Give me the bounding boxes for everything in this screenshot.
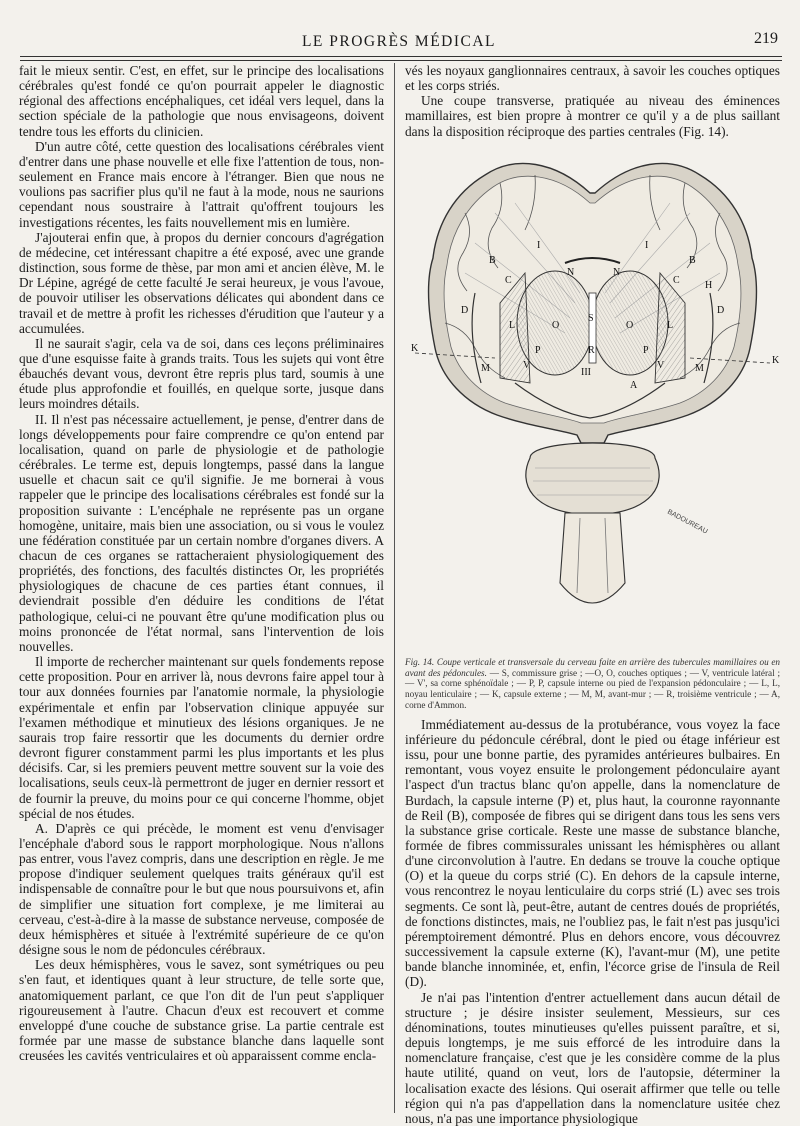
column-divider xyxy=(394,63,395,1113)
fig-label: N xyxy=(567,266,575,278)
fig-label: B xyxy=(489,254,496,266)
fig-label: I xyxy=(645,239,649,251)
header-rule xyxy=(20,56,782,57)
paragraph: fait le mieux sentir. C'est, en effet, sur le principe des localisations cérébrales qu'est fondé ce qu'on pourrait appeler le diagnostic régional des affections encéphaliques, cet idéal vers lequel, dans la section spéciale de la pathologie que nous envisageons, doivent tendre tous les efforts du clinicien. xyxy=(19,63,384,139)
left-column xyxy=(19,63,384,1113)
fig-label: M xyxy=(695,362,704,374)
fig-label: A xyxy=(630,379,638,391)
fig-label: P xyxy=(643,344,649,356)
header-rule-double xyxy=(20,60,782,61)
figure-caption xyxy=(405,657,780,711)
paragraph: Je n'ai pas l'intention d'entrer actuellement dans aucun détail de structure ; je désire insister seulement, Messieurs, sur ces dénominations, toutes minutieuses qu'elles puissent paraître, et si, depuis longtemps, je me suis efforcé de les introduire dans la nomenclature française, c'est que je les considère comme de la plus haute utilité, quand on veut, lors de l'autopsie, déterminer la localisation exacte des lésions. Qui oserait affirmer que telle ou telle région qui n'a pas d'appellation dans la nomenclature usitée chez nous, n'a pas une importance physiologique xyxy=(405,989,780,1126)
brain-section-figure xyxy=(405,153,780,653)
fig-label: R xyxy=(588,344,595,356)
fig-label: III xyxy=(581,366,591,378)
paragraph: Une coupe transverse, pratiquée au niveau des éminences mamillaires, est bien propre à montrer ce qu'il y a de plus saillant dans la disposition réciproque des parties centrales (Fig. 14). xyxy=(405,93,780,139)
paragraph: vés les noyaux ganglionnaires centraux, à savoir les couches optiques et les corps striés. xyxy=(405,63,780,94)
paragraph: D'un autre côté, cette question des localisations cérébrales vient d'entrer dans une phase nouvelle et elle fixe l'attention de tous, non-seulement en France mais encore à l'étranger. Bien que nous ne voulions pas sacrifier plus qu'il ne faut à la mode, nous ne saurions cependant nous soustraire à l'attrait qu'offrent toujours les investigations récentes, les faits nouvellement mis en lumière. xyxy=(19,138,384,230)
paragraph: Les deux hémisphères, vous le savez, sont symétriques ou peu s'en faut, et identiques quant à leur structure, de telle sorte que, anatomiquement parlant, ce que l'on dit de l'un peut s'appliquer rigoureusement à l'autre. Chacun d'eux est recouvert et comme enveloppé d'une couche de substance grise. La partie centrale est formée par une masse de substance blanche dans laquelle sont creusées les cavités ventriculaires et où apparaissent comme encla- xyxy=(19,957,384,1064)
right-column xyxy=(405,63,781,1126)
page-header xyxy=(18,30,780,54)
fig-label: P xyxy=(535,344,541,356)
fig-label: V xyxy=(657,359,665,371)
fig-label: O xyxy=(626,319,634,331)
paragraph: Il importe de rechercher maintenant sur quels fondements repose cette proposition. Pour en arriver là, nous devrons faire appel tour à tour aux données fournies par l'anatomie normale, la physiologie expérimentale et enfin par l'observation clinique appuyée sur l'examen méthodique et minutieux des lésions organiques. Je ne saurais trop faire ressortir que les documents du dernier ordre devront figurer constamment parmi les plus importants et les plus décisifs. Car, si les premiers peuvent mettre souvent sur la voie des localisations, seuls ceux-là permettront de juger en dernier ressort et de fournir la preuve, du moins pour ce qui concerne l'homme, objet spécial de nos études. xyxy=(19,654,384,821)
fig-label: L xyxy=(667,319,674,331)
fig-label: H xyxy=(705,279,713,291)
fig-label: N xyxy=(613,266,621,278)
paragraph: J'ajouterai enfin que, à propos du dernier concours d'agrégation de médecine, cet intéressant chapitre a été exposé, avec une grande distinction, sous forme de thèse, par mon ami et ancien élève, M. le Dr Lépine, agrégé de cette faculté Je serai heureux, je vous l'avoue, de pouvoir utiliser les observations délicates qui abondent dans ce travail et de mettre à profit les richesses d'érudition que l'auteur y a accumulées. xyxy=(19,229,384,336)
fig-label: B xyxy=(689,254,696,266)
engraver-signature: BADOUREAU xyxy=(666,508,709,536)
caption-legend: — S, commissure grise ; —O, O, couches optiques ; — V, ventricule latéral ; — V', sa corne sphénoïdale ; — P, P, capsule interne ou pied de l'expansion pédonculaire ; — L, L, noyau lenticulaire ; — K, capsule externe ; — M, M, avant-mur ; — R, troisième ventricule ; — A, corne d'Ammon. xyxy=(405,667,781,710)
fig-label: D xyxy=(461,304,469,316)
fig-label: D xyxy=(717,304,725,316)
fig-label: C xyxy=(673,274,680,286)
fig-label: K xyxy=(411,342,419,354)
fig-label: O xyxy=(552,319,560,331)
fig-label: C xyxy=(505,274,512,286)
paragraph: Immédiatement au-dessus de la protubérance, vous voyez la face inférieure du pédoncule cérébral, dont le pied ou étage inférieur est issu, pour une bonne partie, des pyramides antérieures bulbaires. En remontant, vous voyez ensuite le prolongement pédonculaire ayant l'aspect d'un tractus blanc qu'on appelle, dans la nomenclature de Burdach, la capsule interne (P) et, plus haut, la couronne rayonnante de Reil (B), composée de fibres qui se dirigent dans tous les sens vers la substance grise corticale. Reste une masse de substance blanche, formée de fibres commissurales unissant les hémisphères ou allant d'une circonvolution à l'autre. En dedans se trouve la couche optique (O) et la queue du corps strié (C). En dehors de la capsule interne, vous rencontrez le noyau lenticulaire du corps strié (L) avec ses trois segments. Ce sont là, peut-être, autant de centres doués de propriétés, de fonctions distinctes, mais, ne l'oubliez pas, le fait n'est pas jusqu'ici péremptoirement démontré. Plus en dehors encore, vous découvrez successivement la capsule externe (K), l'avant-mur (M), une petite bande blanche innominée, et, enfin, l'écorce grise de l'insula de Reil (D). xyxy=(405,716,780,990)
running-head: LE PROGRÈS MÉDICAL xyxy=(301,33,497,50)
fig-label: L xyxy=(509,319,516,331)
fig-label: M xyxy=(481,362,490,374)
paragraph: II. Il n'est pas nécessaire actuellement, je pense, d'entrer dans de longs développements pour faire comprendre ce qu'on entend par localisation, quand on parle de physiologie et de pathologie cérébrales. Le terme est, depuis longtemps, passé dans la langue usuelle et chacun sait ce qu'il signifie. Je me bornerai à vous rappeler que le principe des localisations cérébrales est fondé sur la proposition suivante : L'encéphale ne représente pas un organe homogène, unitaire, mais bien une association, ou si vous le voulez une fédération constituée par un certain nombre d'organes divers. A chacun de ces organes se rattacheraient physiologiquement des propriétés, des fonctions, des facultés distinctes Or, les propriétés physiologiques de chacune de ces parties étant connues, il deviendrait possible d'en déduire les conditions de l'état pathologique, celui-ci ne pouvant être qu'une modification plus ou moins prononcée de l'état normal, sans l'intervention de lois nouvelles. xyxy=(19,411,384,654)
fig-label: S xyxy=(588,312,594,324)
brain-illustration xyxy=(405,153,780,653)
fig-label: K xyxy=(772,354,780,366)
fig-label: I xyxy=(537,239,541,251)
medulla xyxy=(560,513,625,603)
caption-title: Fig. 14. Coupe verticale et transversale du cerveau faite en arrière des tubercules mamillaires ou en avant des pédoncules. xyxy=(405,656,780,678)
paragraph: Il ne saurait s'agir, cela va de soi, dans ces leçons préliminaires que d'une esquisse faite à grands traits. Tous les sujets qui vont être ébauchés devant vous, devront être repris plus tard, soumis à une étude plus approfondie et fouillés, en quelque sorte, jusque dans leurs moindres détails. xyxy=(19,335,384,412)
page-number: 219 xyxy=(754,30,778,47)
fig-label: V xyxy=(523,359,531,371)
paragraph: A. D'après ce qui précède, le moment est venu d'envisager l'encéphale d'abord sous le rapport morphologique. Nous n'allons pas entrer, vous l'avez compris, dans une description en règle. Je me propose d'indiquer seulement quelques traits généraux qu'il est indispensable de connaître pour le but que nous poursuivons et, afin de simplifier une situation fort complexe, je me limiterai au cerveau, c'est-à-dire à la masse de substance nerveuse, composée de deux hémisphères et située à l'extrémité supérieure de ce qu'on désigne sous le nom de pédoncules cérébraux. xyxy=(19,820,384,958)
pons xyxy=(526,443,659,515)
